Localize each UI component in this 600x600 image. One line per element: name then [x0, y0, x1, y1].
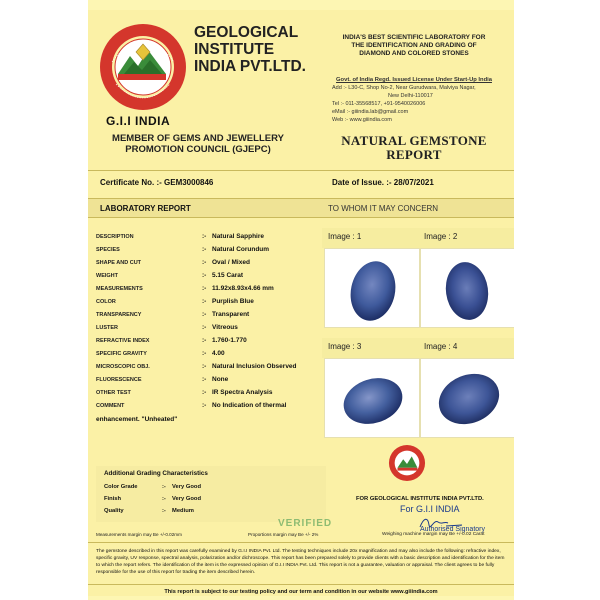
member-line-1: MEMBER OF GEMS AND JEWELLERY — [112, 133, 284, 144]
grading-key: Quality — [104, 508, 124, 514]
grading-colon: :- — [162, 508, 166, 514]
spec-label: FLUORESCENCE — [96, 377, 142, 383]
spec-value: 4.00 — [212, 350, 225, 357]
spec-label: COMMENT — [96, 403, 125, 409]
weighing-margin: Weighing machine margin may Be +/-0.02 Carat — [382, 532, 485, 537]
member-line-2: PROMOTION COUNCIL (GJEPC) — [125, 144, 271, 155]
email-text: eMail :- giiindia.lab@gmail.com — [332, 109, 409, 115]
tagline-line-2: THE IDENTIFICATION AND GRADING OF — [351, 42, 477, 49]
spec-row — [96, 310, 326, 323]
gem-photo-4 — [420, 358, 514, 438]
spec-value: Oval / Mixed — [212, 259, 250, 266]
spec-row — [96, 375, 326, 388]
spec-label: COLOR — [96, 299, 116, 305]
brand-line-3: INDIA PVT.LTD. — [194, 58, 306, 75]
brand-line-2: INSTITUTE — [194, 41, 275, 58]
issue-date: Date of Issue. :- 28/07/2021 — [332, 178, 434, 187]
enhancement-line: enhancement. "Unheated" — [96, 416, 178, 423]
image-label-4: Image : 4 — [418, 338, 514, 358]
brand-line-1: GEOLOGICAL — [194, 24, 299, 41]
certificate-row — [100, 178, 504, 187]
grading-colon: :- — [162, 496, 166, 502]
report-title-line-2: REPORT — [386, 147, 442, 162]
gem-photo-3 — [324, 358, 420, 438]
image-label-2: Image : 2 — [418, 228, 514, 248]
tagline-line-1: INDIA'S BEST SCIENTIFIC LABORATORY FOR — [342, 34, 486, 41]
gii-label: G.I.I INDIA — [106, 114, 171, 128]
proportion-margin: Proportions margin may Be +/- 2% — [248, 532, 319, 537]
spec-label: SHAPE AND CUT — [96, 260, 142, 266]
grading-box — [96, 466, 326, 522]
for-gii-line: For G.I.I INDIA — [400, 504, 460, 514]
spec-label: SPECIES — [96, 247, 120, 253]
spec-value: 11.92x8.93x4.66 mm — [212, 285, 274, 292]
spec-row — [96, 349, 326, 362]
spec-label: MEASUREMENTS — [96, 286, 143, 292]
address-line-1: Add :- L30-C, Shop No-2, Near Gurudwara, Malviya Nagar, — [332, 85, 476, 91]
verified-stamp: VERIFIED — [278, 518, 333, 529]
spec-label: MICROSCOPIC OBJ. — [96, 364, 150, 370]
spec-row — [96, 284, 326, 297]
gem-image-2 — [421, 249, 514, 329]
lab-report-bar — [88, 198, 514, 218]
spec-row — [96, 401, 326, 414]
tagline-line-3: DIAMOND AND COLORED STONES — [359, 50, 469, 57]
spec-colon: :- — [202, 246, 207, 253]
certificate-page — [88, 0, 514, 600]
spec-colon: :- — [202, 324, 207, 331]
for-company-line: FOR GEOLOGICAL INSTITUTE INDIA PVT.LTD. — [356, 496, 484, 502]
gii-logo-icon — [98, 22, 188, 112]
spec-colon: :- — [202, 350, 207, 357]
gii-seal-icon — [388, 444, 426, 482]
image-label-3: Image : 3 — [322, 338, 424, 358]
spec-value: Natural Inclusion Observed — [212, 363, 297, 370]
grading-value: Medium — [172, 508, 194, 514]
spec-colon: :- — [202, 285, 207, 292]
grading-colon: :- — [162, 484, 166, 490]
spec-value: Natural Sapphire — [212, 233, 265, 240]
gem-image-4 — [421, 359, 514, 439]
spec-row — [96, 258, 326, 271]
spec-colon: :- — [202, 298, 207, 305]
member-text — [98, 133, 298, 155]
disclaimer-divider — [88, 542, 514, 543]
spec-value: Transparent — [212, 311, 250, 318]
spec-row — [96, 388, 326, 401]
contact-block — [324, 76, 504, 124]
spec-value: Purplish Blue — [212, 298, 254, 305]
spec-value: 1.760-1.770 — [212, 337, 247, 344]
address-line-2: New Delhi-110017 — [388, 93, 433, 99]
spec-value: None — [212, 376, 229, 383]
spec-row — [96, 297, 326, 310]
spec-row — [96, 245, 326, 258]
spec-value: 5.15 Carat — [212, 272, 244, 279]
spec-colon: :- — [202, 311, 207, 318]
spec-colon: :- — [202, 233, 207, 240]
spec-label: SPECIFIC GRAVITY — [96, 351, 147, 357]
grading-title: Additional Grading Characteristics — [104, 470, 208, 477]
certificate-sheet — [88, 10, 514, 596]
spec-row — [96, 271, 326, 284]
authorised-signatory: Authorised Signatory — [420, 526, 485, 533]
disclaimer-text: The gemstone described in this report was carefully examined by G.I.I INDIA Pvt. Ltd. The testing techniques include 20x magnification and may also include the following: refractive index, specific gravity, UV response, spectral analysis, polarization and/or dichroscope. This report has been prepared solely to provide clients with a basic description and identification for the item to which the report refers. The identification of the item is the expressed opinion of G.I.I INDIA Pvt. Ltd. This report is not a guarantee, valuation or appraisal. The client agrees to be fully responsible for the use of this report for trading the item described herein. — [96, 549, 505, 575]
specs-table — [96, 232, 326, 414]
spec-label: WEIGHT — [96, 273, 118, 279]
tagline — [322, 34, 506, 58]
spec-label: DESCRIPTION — [96, 234, 134, 240]
spec-colon: :- — [202, 363, 207, 370]
spec-row — [96, 336, 326, 349]
report-title — [324, 134, 504, 162]
measurement-margin: Measurements margin may Be +/-0.02mm — [96, 532, 182, 537]
spec-label: LUSTER — [96, 325, 118, 331]
spec-colon: :- — [202, 402, 207, 409]
spec-colon: :- — [202, 376, 207, 383]
spec-colon: :- — [202, 337, 207, 344]
spec-colon: :- — [202, 272, 207, 279]
lab-report-label: LABORATORY REPORT — [100, 204, 191, 213]
web-text: Web :- www.giiindia.com — [332, 117, 392, 123]
footer-note: This report is subject to our testing policy and our term and condition in our website www.giiindia.com — [88, 584, 514, 598]
report-title-line-1: NATURAL GEMSTONE — [341, 133, 487, 148]
spec-row — [96, 232, 326, 245]
spec-value: No Indication of thermal — [212, 402, 287, 409]
spec-row — [96, 323, 326, 336]
spec-row — [96, 362, 326, 375]
to-whom-label: TO WHOM IT MAY CONCERN — [328, 204, 439, 213]
spec-label: TRANSPARENCY — [96, 312, 142, 318]
spec-value: Natural Corundum — [212, 246, 270, 253]
spec-label: REFRACTIVE INDEX — [96, 338, 150, 344]
tel-text: Tel :- 011-35568517, +91-9540026006 — [332, 101, 426, 107]
gem-image-1 — [325, 249, 421, 329]
gem-photo-1 — [324, 248, 420, 328]
header-divider — [88, 170, 514, 171]
image-label-1: Image : 1 — [322, 228, 424, 248]
spec-colon: :- — [202, 259, 207, 266]
grading-value: Very Good — [172, 496, 201, 502]
grading-key: Finish — [104, 496, 122, 502]
gem-photo-2 — [420, 248, 514, 328]
spec-label: OTHER TEST — [96, 390, 131, 396]
spec-value: Vitreous — [212, 324, 238, 331]
grading-value: Very Good — [172, 484, 201, 490]
gem-image-3 — [325, 359, 421, 439]
license-text: Govt. of India Regd. Issued License Under Start-Up India — [336, 77, 492, 83]
spec-colon: :- — [202, 389, 207, 396]
grading-key: Color Grade — [104, 484, 138, 490]
certificate-number: Certificate No. :- GEM3000846 — [100, 178, 214, 187]
spec-value: IR Spectra Analysis — [212, 389, 273, 396]
